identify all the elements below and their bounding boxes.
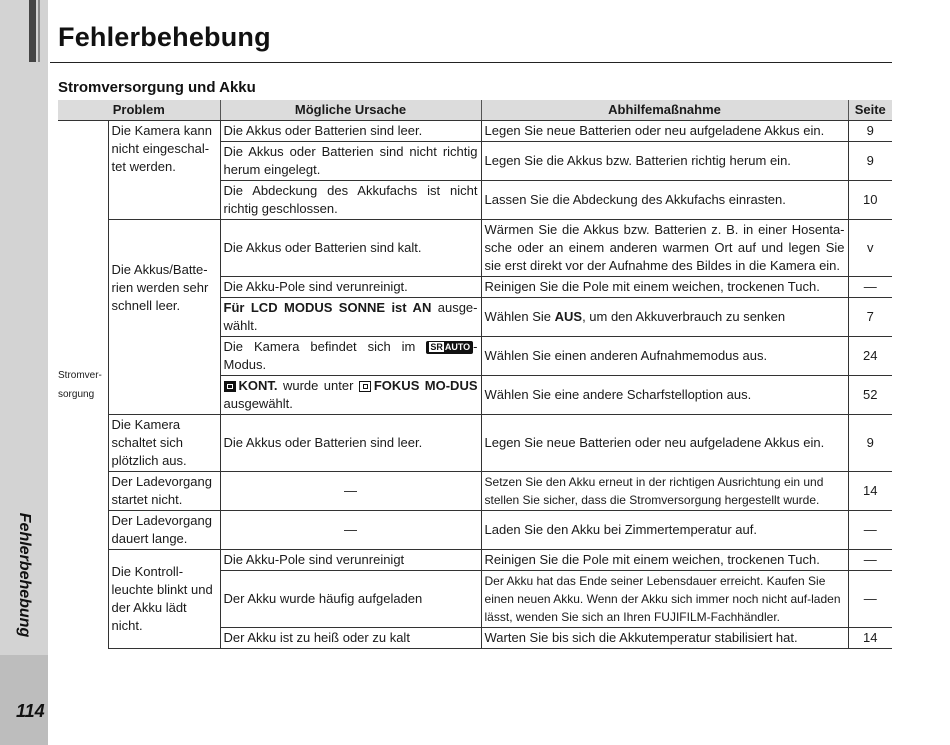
remedy-cell (481, 298, 848, 337)
cause-cell: Die Akkus oder Batterien sind nicht richtig herum eingelegt. (220, 142, 481, 181)
sr-auto-mode-icon: SR AUTO (426, 341, 473, 354)
problem-cell: Die Kontroll-leuchte blinkt und der Akku lädt nicht. (108, 550, 220, 649)
page-ref-cell: 10 (848, 181, 892, 220)
table-row (58, 472, 892, 511)
remedy-text: , um den Akkuverbrauch zu senken (582, 309, 786, 324)
cause-text: Die Kamera befindet sich im (223, 339, 427, 354)
cause-bold-text: FOKUS MO-DUS (373, 378, 478, 393)
cause-cell: Die Akku-Pole sind verunreinigt. (220, 277, 481, 298)
problem-cell: Die Kamera kann nicht eingeschal-tet werden. (108, 121, 220, 220)
remedy-cell: Der Akku hat das Ende seiner Lebensdauer erreicht. Kaufen Sie einen neuen Akku. Wenn der Akku sich immer noch nicht auf-laden lässt, wenden Sie sich an Ihren FUJIFILM-Fachhändler. (481, 571, 848, 628)
page-ref-cell: — (848, 550, 892, 571)
cause-cell: Die Abdeckung des Akkufachs ist nicht richtig geschlossen. (220, 181, 481, 220)
cause-bold-text: Für LCD MODUS SONNE ist AN (223, 300, 432, 315)
page-ref-cell: 24 (848, 337, 892, 376)
problem-cell: Die Kamera schaltet sich plötzlich aus. (108, 415, 220, 472)
problem-cell: Der Ladevorgang startet nicht. (108, 472, 220, 511)
page-ref-cell: 9 (848, 142, 892, 181)
cause-cell: Der Akku wurde häufig aufgeladen (220, 571, 481, 628)
page-ref-cell: 9 (848, 415, 892, 472)
cause-cell: Die Akkus oder Batterien sind leer. (220, 121, 481, 142)
header-page: Seite (848, 100, 892, 121)
cause-cell (220, 298, 481, 337)
page-ref-cell: — (848, 511, 892, 550)
remedy-cell: Wählen Sie eine andere Scharfstelloption aus. (481, 376, 848, 415)
header-problem: Problem (58, 100, 220, 121)
page-ref-cell: 9 (848, 121, 892, 142)
cause-cell: — (220, 511, 481, 550)
remedy-text: Wählen Sie (484, 309, 555, 324)
page-ref-cell: v (848, 220, 892, 277)
remedy-cell: Legen Sie neue Batterien oder neu aufgeladene Akkus ein. (481, 121, 848, 142)
title-accent-bar (29, 0, 36, 62)
header-cause: Mögliche Ursache (220, 100, 481, 121)
troubleshooting-table (58, 100, 892, 649)
problem-cell: Der Ladevorgang dauert lange. (108, 511, 220, 550)
cause-cell: Die Akkus oder Batterien sind kalt. (220, 220, 481, 277)
remedy-cell: Setzen Sie den Akku erneut in der richtigen Ausrichtung ein und stellen Sie sicher, dass die Stromversorgung hergestellt wurde. (481, 472, 848, 511)
remedy-cell: Wählen Sie einen anderen Aufnahmemodus aus. (481, 337, 848, 376)
continuous-mode-icon (224, 381, 236, 392)
problem-cell: Die Akkus/Batte-rien werden sehr schnell leer. (108, 220, 220, 415)
table-row (58, 550, 892, 571)
table-row (58, 415, 892, 472)
remedy-cell: Legen Sie die Akkus bzw. Batterien richtig herum ein. (481, 142, 848, 181)
table-row (58, 511, 892, 550)
header-remedy: Abhilfemaßnahme (481, 100, 848, 121)
side-tab-footer (0, 655, 48, 745)
table-row (58, 220, 892, 277)
cause-text: -Modus. (223, 339, 478, 372)
page-ref-cell: 14 (848, 472, 892, 511)
remedy-cell: Laden Sie den Akku bei Zimmertemperatur auf. (481, 511, 848, 550)
remedy-cell: Wärmen Sie die Akkus bzw. Batterien z. B. in einer Hosenta-sche oder an einem anderen warmen Ort auf und legen Sie sie erst direkt vor der Aufnahme des Bildes in die Kamera ein. (481, 220, 848, 277)
cause-text: ausgewählt. (223, 396, 293, 411)
side-chapter-label: Fehlerbehebung (16, 512, 33, 638)
remedy-bold-text: AUS (554, 309, 583, 324)
cause-cell (220, 337, 481, 376)
page-ref-cell: 7 (848, 298, 892, 337)
focus-mode-icon (359, 381, 371, 392)
page-ref-cell: 52 (848, 376, 892, 415)
page-number: 114 (16, 701, 45, 721)
remedy-cell: Warten Sie bis sich die Akkutemperatur stabilisiert hat. (481, 628, 848, 649)
category-cell: Stromver-sorgung (58, 369, 102, 400)
cause-bold-text: KONT. (238, 378, 278, 393)
title-divider (50, 62, 892, 63)
page-title: Fehlerbehebung (58, 22, 271, 52)
page-ref-cell: — (848, 571, 892, 628)
section-title: Stromversorgung und Akku (58, 79, 256, 96)
cause-cell: Der Akku ist zu heiß oder zu kalt (220, 628, 481, 649)
page-ref-cell: — (848, 277, 892, 298)
page-ref-cell: 14 (848, 628, 892, 649)
table-header-row (58, 100, 892, 121)
cause-cell: Die Akkus oder Batterien sind leer. (220, 415, 481, 472)
title-accent-line (38, 0, 40, 62)
remedy-cell: Lassen Sie die Abdeckung des Akkufachs einrasten. (481, 181, 848, 220)
cause-text: wurde unter (277, 378, 359, 393)
table-row (58, 121, 892, 142)
cause-cell (220, 376, 481, 415)
cause-cell: Die Akku-Pole sind verunreinigt (220, 550, 481, 571)
cause-cell: — (220, 472, 481, 511)
remedy-cell: Reinigen Sie die Pole mit einem weichen, trockenen Tuch. (481, 550, 848, 571)
remedy-cell: Reinigen Sie die Pole mit einem weichen, trockenen Tuch. (481, 277, 848, 298)
cause-text: ausge-wählt. (223, 300, 478, 333)
remedy-cell: Legen Sie neue Batterien oder neu aufgeladene Akkus ein. (481, 415, 848, 472)
